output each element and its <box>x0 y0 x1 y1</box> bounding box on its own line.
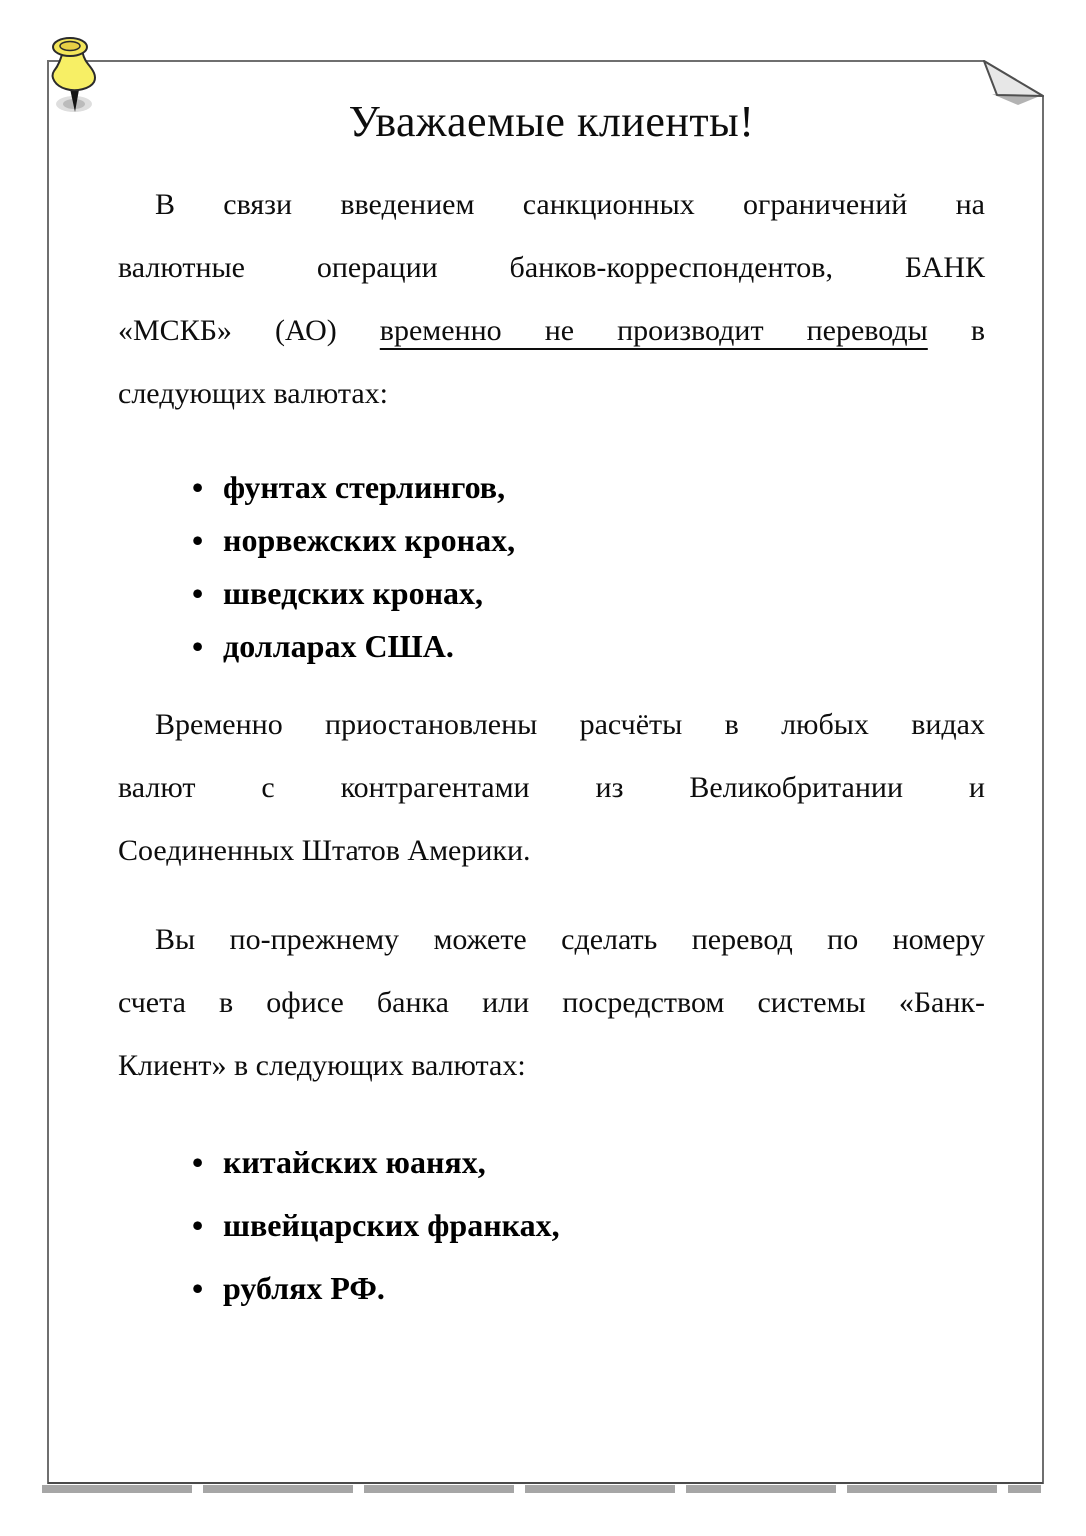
list-item-label: норвежских кронах, <box>223 522 516 558</box>
list-item-label: фунтах стерлингов, <box>223 469 506 505</box>
paragraph-line: Временно приостановлены расчёты в любых видах <box>155 708 985 741</box>
list-item-label: швейцарских франках, <box>223 1207 560 1243</box>
paragraph-line: следующих валютах: <box>118 377 388 410</box>
paragraph-available <box>118 908 985 1097</box>
paragraph-line: В связи введением санкционных ограничений на <box>155 188 985 221</box>
paragraph-line <box>118 299 985 362</box>
notice-content <box>47 60 1043 1483</box>
currency-list-restricted <box>118 461 985 673</box>
line-text: «МСКБ» (АО) <box>118 314 380 347</box>
bullet-icon: • <box>192 1144 204 1180</box>
page-title: Уважаемые клиенты! <box>348 97 755 146</box>
bullet-icon: • <box>192 1270 204 1306</box>
bullet-icon: • <box>192 469 204 505</box>
list-item-currency <box>118 1131 985 1194</box>
paragraph-line: Клиент» в следующих валютах: <box>118 1049 526 1082</box>
bullet-icon: • <box>192 575 204 611</box>
list-item-label: китайских юанях, <box>223 1144 486 1180</box>
list-item-label: шведских кронах, <box>223 575 484 611</box>
list-item-label: рублях РФ. <box>223 1270 385 1306</box>
line-text: в <box>927 314 985 347</box>
paragraph-line: счета в офисе банка или посредством системы «Банк- <box>118 986 985 1019</box>
paragraph-line: Соединенных Штатов Америки. <box>118 834 531 867</box>
list-item-currency <box>118 514 985 567</box>
paragraph-line: валютные операции банков-корреспондентов, БАНК <box>118 251 985 284</box>
list-item-currency <box>118 461 985 514</box>
list-item-currency <box>118 1257 985 1320</box>
list-item-currency <box>118 1194 985 1257</box>
list-item-currency <box>118 567 985 620</box>
paragraph-suspended <box>118 693 985 882</box>
bullet-icon: • <box>192 522 204 558</box>
paragraph-line: валют с контрагентами из Великобритании и <box>118 771 985 804</box>
bullet-icon: • <box>192 628 204 664</box>
paragraph-line: Вы по-прежнему можете сделать перевод по номеру <box>155 923 985 956</box>
underlined-text: временно не производит переводы <box>379 314 928 347</box>
pushpin-cap-inner <box>60 42 80 51</box>
currency-list-available <box>118 1131 985 1320</box>
bullet-icon: • <box>192 1207 204 1243</box>
list-item-label: долларах США. <box>223 628 454 664</box>
list-item-currency <box>118 620 985 673</box>
paragraph-restrictions <box>118 173 985 425</box>
